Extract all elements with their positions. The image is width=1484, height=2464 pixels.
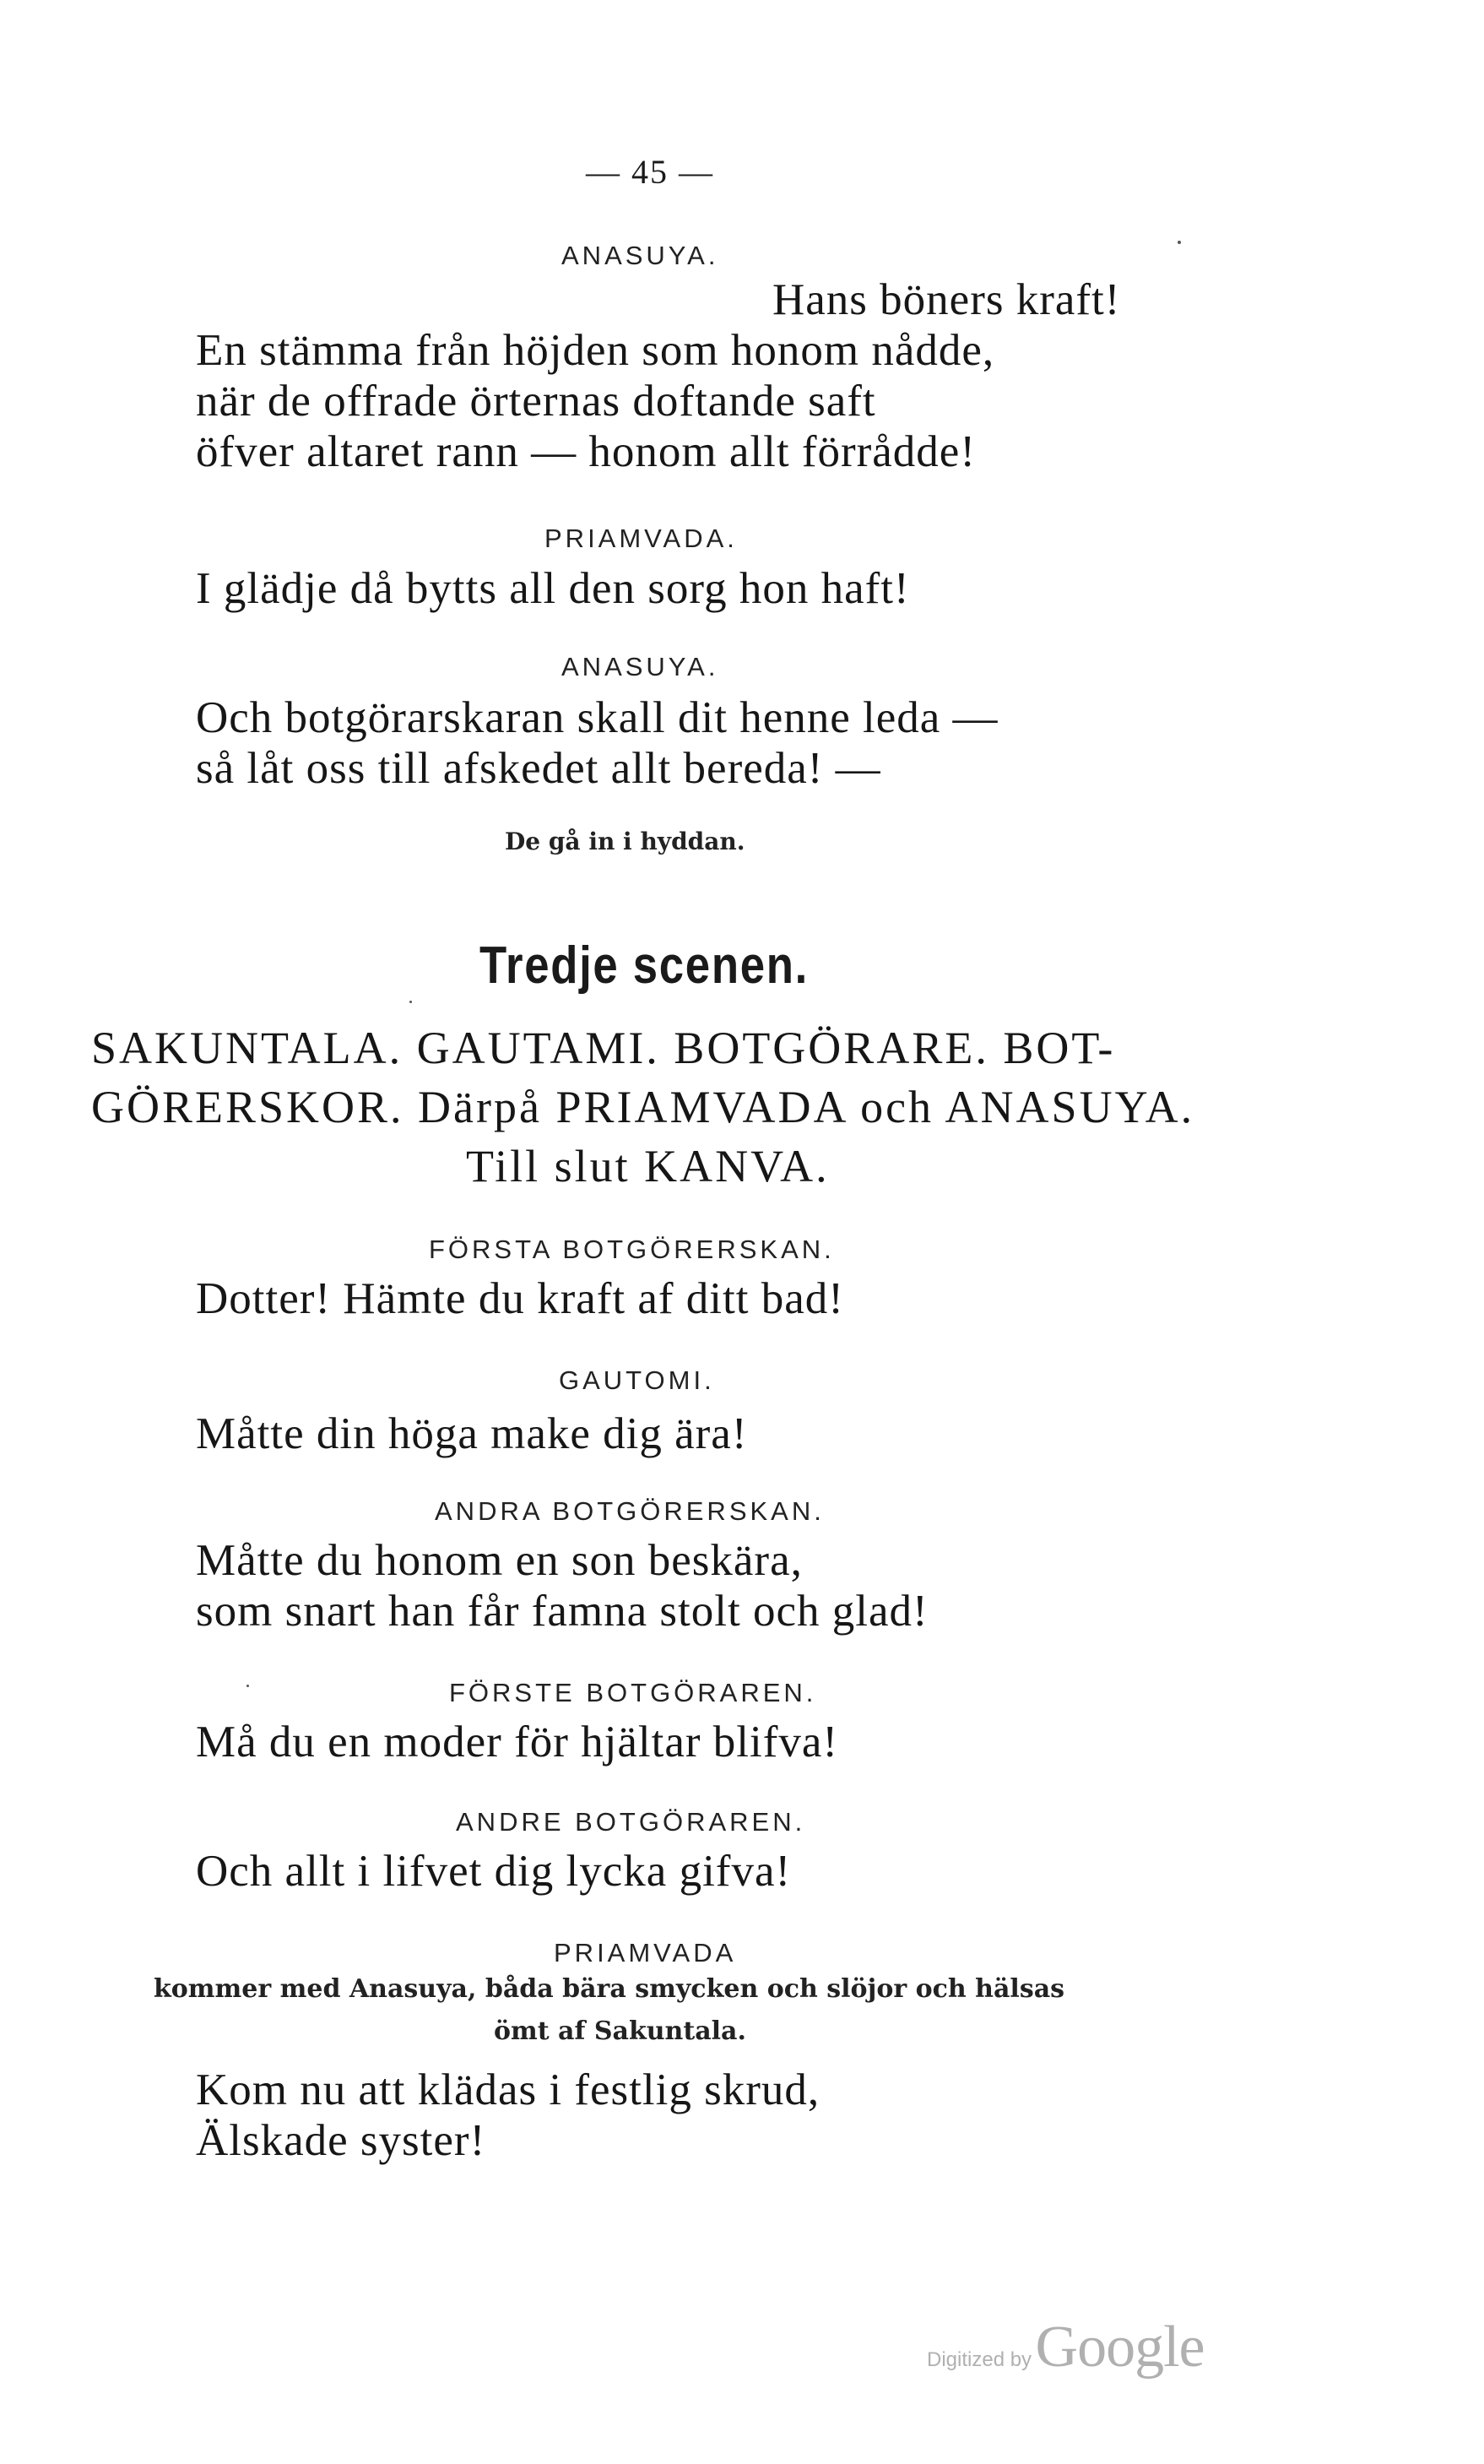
speaker-gautomi: GAUTOMI. <box>559 1365 715 1395</box>
speaker-forste-botgoraren: FÖRSTE BOTGÖRAREN. <box>449 1678 817 1707</box>
speaker-anasuya: ANASUYA. <box>561 652 719 681</box>
cast-line: SAKUNTALA. GAUTAMI. BOTGÖRARE. BOT- <box>91 1023 1116 1073</box>
stage-direction: De gå in i hyddan. <box>505 828 745 855</box>
verse-line: Hans böners kraft! <box>772 275 1121 324</box>
speaker-andre-botgoraren: ANDRE BOTGÖRAREN. <box>456 1807 806 1837</box>
speaker-priamvada: PRIAMVADA <box>554 1938 737 1967</box>
verse-line: Älskade syster! <box>196 2116 486 2165</box>
verse-line: Och botgörarskaran skall dit henne leda — <box>196 693 999 742</box>
verse-line: Dotter! Hämte du kraft af ditt bad! <box>196 1274 844 1323</box>
verse-line: Måtte din höga make dig ära! <box>196 1409 748 1458</box>
verse-line: när de offrade örternas doftande saft <box>196 377 876 426</box>
verse-line: öfver altaret rann — honom allt förrådde! <box>196 427 976 476</box>
scene-title: Tredje scenen. <box>479 936 809 995</box>
verse-line: som snart han får famna stolt och glad! <box>196 1587 929 1636</box>
speaker-anasuya: ANASUYA. <box>561 241 719 270</box>
speaker-andra-botgorerskan: ANDRA BOTGÖRERSKAN. <box>435 1496 825 1526</box>
verse-line: Och allt i lifvet dig lycka gifva! <box>196 1847 792 1896</box>
verse-line: I glädje då bytts all den sorg hon haft! <box>196 564 910 613</box>
verse-line: En stämma från höjden som honom nådde, <box>196 326 995 375</box>
speaker-forsta-botgorerskan: FÖRSTA BOTGÖRERSKAN. <box>429 1235 835 1264</box>
cast-line: GÖRERSKOR. Därpå PRIAMVADA och ANASUYA. <box>91 1082 1195 1132</box>
verse-line: Måtte du honom en son beskära, <box>196 1536 803 1585</box>
verse-line: Kom nu att klädas i festlig skrud, <box>196 2065 821 2114</box>
stage-direction: kommer med Anasuya, båda bära smycken och slöjor och hälsas <box>154 1974 1065 2004</box>
cast-line: Till slut KANVA. <box>466 1141 830 1191</box>
google-watermark <box>927 2314 1205 2381</box>
scan-speck <box>409 1001 412 1003</box>
stage-direction: ömt af Sakuntala. <box>494 2016 746 2046</box>
watermark-prefix: Digitized by <box>927 2348 1032 2371</box>
verse-line: Må du en moder för hjältar blifva! <box>196 1718 839 1767</box>
verse-line: så låt oss till afskedet allt bereda! — <box>196 744 881 793</box>
scan-speck <box>246 1685 249 1687</box>
watermark-brand: Google <box>1035 2315 1205 2380</box>
scan-speck <box>1178 241 1181 244</box>
speaker-priamvada: PRIAMVADA. <box>544 524 738 553</box>
page-number: — 45 — <box>586 153 714 191</box>
